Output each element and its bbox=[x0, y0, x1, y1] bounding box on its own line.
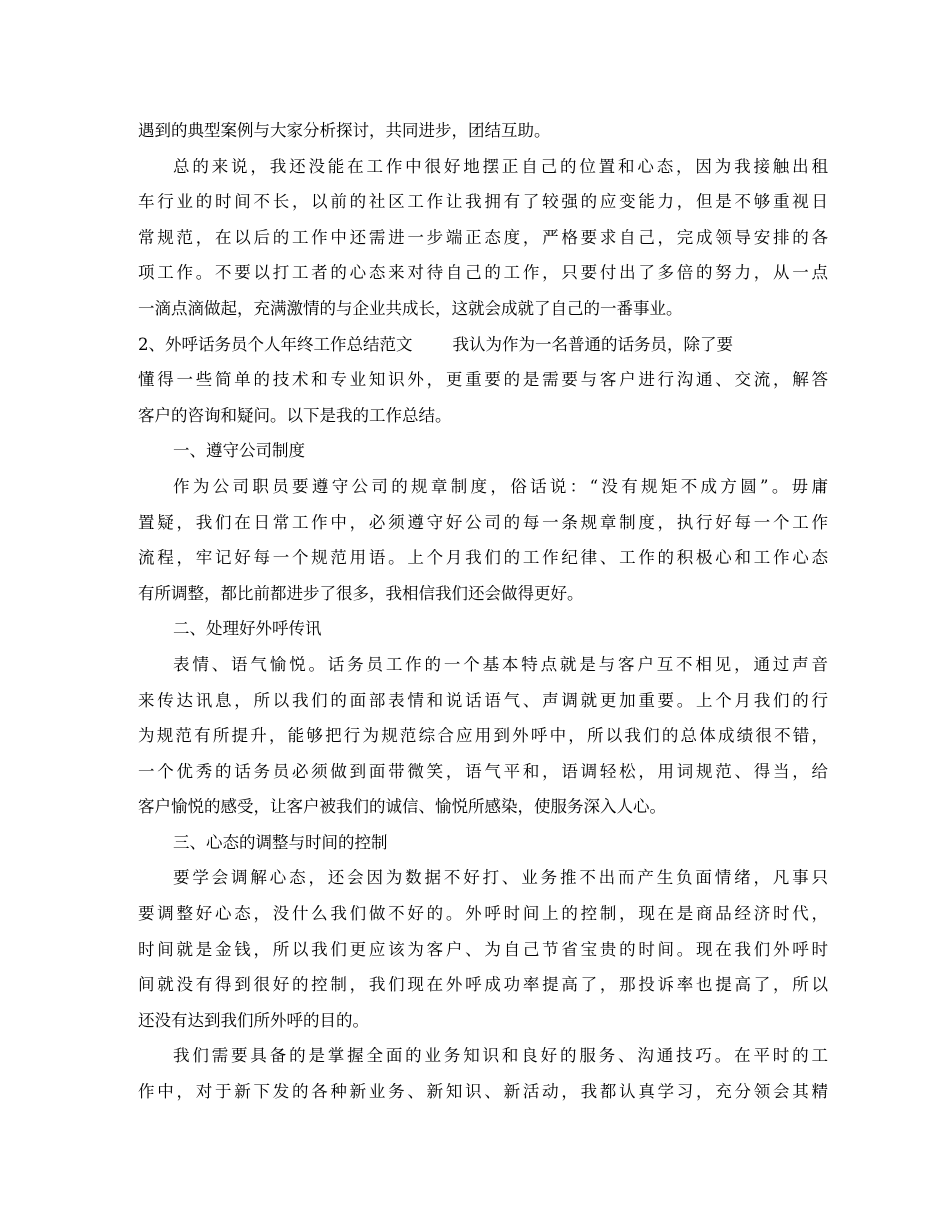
text-line: 要调整好心态，没什么我们做不好的。外呼时间上的控制，现在是商品经济时代， bbox=[138, 904, 828, 924]
text-line: 来传达讯息，所以我们的面部表情和说话语气、声调就更加重要。上个月我们的行 bbox=[138, 690, 828, 710]
section-title-line bbox=[138, 327, 828, 363]
text-line: 客户愉悦的感受，让客户被我们的诚信、愉悦所感染，使服务深入人心。 bbox=[138, 797, 666, 817]
text-line: 间就没有得到很好的控制，我们现在外呼成功率提高了，那投诉率也提高了，所以 bbox=[138, 975, 828, 995]
subheading: 一、遵守公司制度 bbox=[173, 441, 305, 461]
text-line: 一个优秀的话务员必须做到面带微笑，语气平和，语调轻松，用词规范、得当，给 bbox=[138, 761, 828, 781]
section-intro: 我认为作为一名普通的话务员，除了要 bbox=[452, 334, 733, 354]
text-line: 置疑，我们在日常工作中，必须遵守好公司的每一条规章制度，执行好每一个工作 bbox=[138, 512, 828, 532]
text-line: 一滴点滴做起，充满激情的与企业共成长，这就会成就了自己的一番事业。 bbox=[138, 298, 683, 318]
text-line: 有所调整，都比前都进步了很多，我相信我们还会做得更好。 bbox=[138, 583, 584, 603]
section-title: 2、外呼话务员个人年终工作总结范文 bbox=[138, 334, 413, 354]
text-line: 时间就是金钱，所以我们更应该为客户、为自己节省宝贵的时间。现在我们外呼时 bbox=[138, 939, 828, 959]
text-line: 遇到的典型案例与大家分析探讨，共同进步，团结互助。 bbox=[138, 121, 551, 140]
subheading: 三、心态的调整与时间的控制 bbox=[173, 832, 388, 852]
text-line: 还没有达到我们所外呼的目的。 bbox=[138, 1010, 369, 1030]
text-line: 流程，牢记好每一个规范用语。上个月我们的工作纪律、工作的积极心和工作心态 bbox=[138, 548, 828, 568]
text-line: 懂得一些简单的技术和专业知识外，更重要的是需要与客户进行沟通、交流，解答 bbox=[138, 370, 828, 390]
paragraph-start-line: 我们需要具备的是掌握全面的业务知识和良好的服务、沟通技巧。在平时的工 bbox=[173, 1046, 828, 1066]
subheading: 二、处理好外呼传讯 bbox=[173, 619, 322, 639]
text-line: 项工作。不要以打工者的心态来对待自己的工作，只要付出了多倍的努力，从一点 bbox=[138, 263, 828, 283]
text-line: 客户的咨询和疑问。以下是我的工作总结。 bbox=[138, 405, 452, 425]
text-line: 作中，对于新下发的各种新业务、新知识、新活动，我都认真学习，充分领会其精 bbox=[138, 1082, 828, 1102]
paragraph-start-line: 要学会调解心态，还会因为数据不好打、业务推不出而产生负面情绪，凡事只 bbox=[173, 868, 828, 888]
paragraph-start-line: 总的来说，我还没能在工作中很好地摆正自己的位置和心态，因为我接触出租 bbox=[173, 156, 828, 176]
document-body bbox=[138, 113, 828, 1110]
text-line: 为规范有所提升，能够把行为规范综合应用到外呼中，所以我们的总体成绩很不错， bbox=[138, 726, 828, 746]
text-line: 车行业的时间不长，以前的社区工作让我拥有了较强的应变能力，但是不够重视日 bbox=[138, 192, 828, 212]
paragraph-start-line: 作为公司职员要遵守公司的规章制度，俗话说：“没有规矩不成方圆”。毋庸 bbox=[173, 476, 828, 496]
text-line: 常规范，在以后的工作中还需进一步端正态度，严格要求自己，完成领导安排的各 bbox=[138, 227, 828, 247]
paragraph-start-line: 表情、语气愉悦。话务员工作的一个基本特点就是与客户互不相见，通过声音 bbox=[173, 654, 828, 674]
